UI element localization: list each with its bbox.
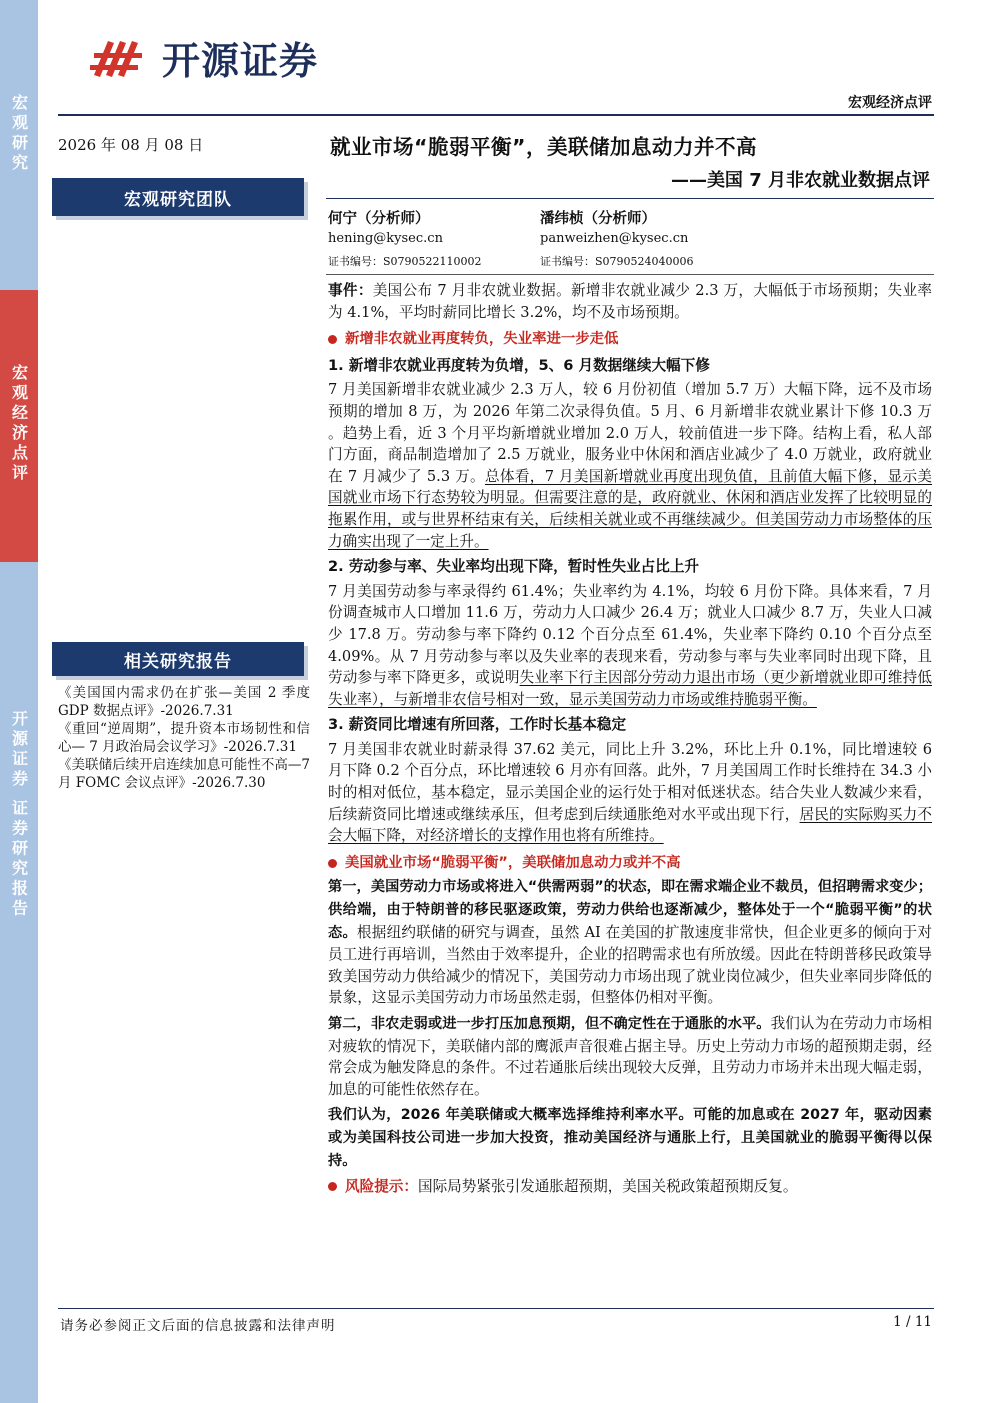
analyst-email[interactable]: hening@kysec.cn [328,231,443,246]
brand-name: 开源证券 [162,39,319,83]
analysis-text: 我们认为在劳动力市场相对疲软的情况下，美联储内部的鹰派声音很难占据主导。历史上劳动力市场的超预期走弱，经常会成为触发降息的条件。不过若通胀后续出现较大反弹，且劳动力市场并未出现大幅走弱，加息的可能性依然存在。 [328,1015,932,1098]
analysis-paragraph [328,876,932,1009]
header-divider [58,114,934,116]
section-text: 7 月美国劳动参与率录得约 61.4%；失业率约为 4.1%，均较 6 月份下降。具体来看，7 月份调查城市人口增加 11.6 万，劳动力人口减少 26.4 万；就业人口减少 8.7 万，失业人口减少 17.8 万。劳动参与率下降约 0.12 个百分点至 61.4%，失业率下降约 0.10 个百分点至 4.09%。从 7 月劳动参与率以及失业率的表现来看，劳动参与率与失业率同时出现下降，且劳动参与率下降更多，或说明 [328,582,932,687]
conclusion-paragraph [328,1104,932,1172]
key-point-text: 新增非农就业再度转负，失业率进一步走低 [345,331,619,348]
analyst-cert: 证书编号：S0790524040006 [540,255,694,268]
related-report-item[interactable]: 《美联储后续开启连续加息可能性不高—7 月 FOMC 会议点评》-2026.7.30 [58,757,310,791]
side-strip-section-macro-research [0,0,38,290]
analyst-cert: 证书编号：S0790522110002 [328,255,482,268]
risk-label: 风险提示： [345,1178,418,1196]
event-paragraph [328,280,932,323]
report-title: 就业市场“脆弱平衡”，美联储加息动力并不高 [330,135,757,159]
section-heading: 3. 薪资同比增速有所回落，工作时长基本稳定 [328,716,627,734]
report-category: 宏观经济点评 [848,95,932,111]
title-divider [326,198,934,199]
analyst-email[interactable]: panweizhen@kysec.cn [540,231,689,246]
bullet-dot-icon [328,859,337,868]
key-point-heading [328,853,932,875]
section-text: 7 月美国非农就业时薪录得 37.62 美元，同比上升 3.2%，环比上升 0.1%，同比增速较 6 月下降 0.2 个百分点，环比增速较 6 月亦有回落。此外，7 月美国周工作时长维持在 34.3 小时的相对低位，基本稳定，显示美国企业的运行处于相对低迷状态。结合失业人数减少来看，后续薪资同比增速或继续承压，但考虑到后续通胀绝对水平或出现下行， [328,740,932,823]
analysis-paragraph [328,1013,932,1100]
section-paragraph [328,739,932,847]
page-number: 1 / 11 [893,1314,932,1330]
section-paragraph [328,379,932,552]
key-point-heading [328,329,932,351]
side-strip-label: 开源证券 证券研究报告 [9,710,29,920]
risk-note [328,1176,932,1198]
brand-logo-mark-icon [88,31,154,85]
report-subtitle: ——美国 7 月非农就业数据点评 [670,170,930,191]
analyst-divider [326,274,934,275]
related-reports-title-bar: 相关研究报告 [52,642,304,676]
footer-divider [58,1308,934,1309]
risk-text: 国际局势紧张引发通胀超预期，美国关税政策超预期反复。 [417,1178,798,1196]
side-strip-section-brand [0,562,38,1403]
related-report-item[interactable]: 《美国国内需求仍在扩张—美国 2 季度 GDP 数据点评》-2026.7.31 [58,685,310,719]
section-heading: 2. 劳动参与率、失业率均出现下降，暂时性失业占比上升 [328,558,700,576]
related-report-item[interactable]: 《重回“逆周期”，提升资本市场韧性和信心— 7 月政治局会议学习》-2026.7.31 [58,721,310,755]
side-strip-label: 宏观研究 [9,94,29,174]
analysis-bold-text: 第二，非农走弱或进一步打压加息预期，但不确定性在于通胀的水平。 [328,1016,771,1032]
section-text: 7 月美国新增非农就业减少 2.3 万人，较 6 月份初值（增加 5.7 万）大幅下降，远不及市场预期的增加 8 万，为 2026 年第二次录得负值。5 月、6 月新增非农就业累计下修 10.3 万 。趋势上看，近 3 个月平均新增就业增加 2.0 万人，较前值进一步下降。结构上看，私人部门方面，商品制造增加了 2.5 万就业，服务业中休闲和酒店业减少了 4.0 万就业，政府就业在 7 月减少了 5.3 万。 [328,381,932,485]
footer-disclaimer: 请务必参阅正文后面的信息披露和法律声明 [60,1318,336,1334]
section-paragraph [328,581,932,711]
report-date: 2026 年 08 月 08 日 [58,136,204,154]
analyst-name: 何宁（分析师） [328,211,430,227]
side-strip-section-macro-comment [0,290,38,562]
bullet-dot-icon [328,1182,337,1191]
side-strip [0,0,38,1403]
section-underlined-text: 总体看，7 月美国新增就业再度出现负值，且前值大幅下修，显示美国就业市场下行态势较为明显。但需要注意的是，政府就业、休闲和酒店业发挥了比较明显的拖累作用，或与世界杯结束有关，后续相关就业或不再继续减少。但美国劳动力市场整体的压力确实出现了一定上升。 [328,467,932,550]
section-underlined-text: 居民的实际购买力不会大幅下降，对经济增长的支撑作用也将有所维持。 [328,805,932,845]
section-heading: 1. 新增非农就业再度转为负增，5、6 月数据继续大幅下修 [328,356,710,374]
section-underlined-text: 失业率下行主因部分劳动力退出市场（更少新增就业即可维持低失业率），与新增非农信号相对一致，显示美国劳动力市场或维持脆弱平衡。 [328,669,932,708]
key-point-text: 美国就业市场“脆弱平衡”，美联储加息动力或并不高 [345,854,681,871]
team-title-bar: 宏观研究团队 [52,178,304,216]
analyst-card [328,207,538,269]
analyst-card [540,207,750,269]
side-strip-label: 宏观经济点评 [9,364,29,484]
bullet-dot-icon [328,335,337,344]
analysis-text: 根据纽约联储的研究与调查，虽然 AI 在美国的扩散速度非常快，但企业更多的倾向于对员工进行再培训，当然由于效率提升，企业的招聘需求也有所放缓。因此在特朗普移民政策导致美国劳动力供给减少的情况下，美国劳动力市场出现了就业岗位减少，但失业率同步降低的景象，这显示美国劳动力市场虽然走弱，但整体仍相对平衡。 [328,923,932,1007]
brand-logo [88,30,318,85]
analyst-name: 潘纬桢（分析师） [540,211,656,227]
related-reports-list [58,684,310,792]
analysis-bold-text: 第一，美国劳动力市场或将进入“供需两弱”的状态，即在需求端企业不裁员，但招聘需求变少；供给端，由于特朗普的移民驱逐政策，劳动力供给也逐渐减少，整体处于一个“脆弱平衡”的状态。 [328,879,932,941]
event-text: 美国公布 7 月非农就业数据。新增非农就业减少 2.3 万，大幅低于市场预期；失业率为 4.1%，平均时薪同比增长 3.2%，均不及市场预期。 [328,282,932,321]
report-body [328,280,932,1198]
conclusion-bold-text: 我们认为，2026 年美联储或大概率选择维持利率水平。可能的加息或在 2027 年，驱动因素或为美国科技公司进一步加大投资，推动美国经济与通胀上行，且美国就业的脆弱平衡得以保持。 [328,1107,932,1169]
event-label: 事件： [328,282,373,299]
